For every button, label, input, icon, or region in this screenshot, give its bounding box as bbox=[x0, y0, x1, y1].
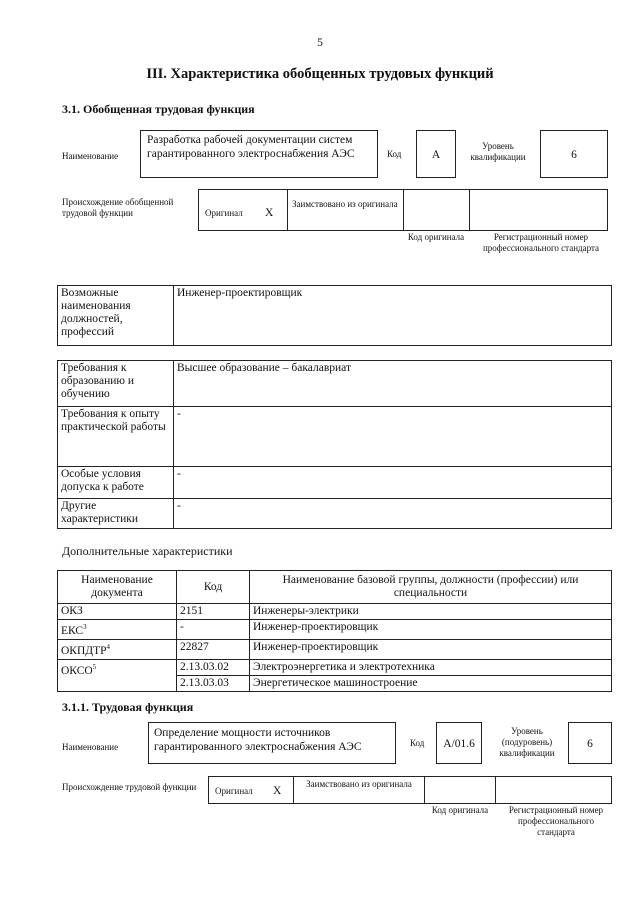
col-doc-header: Наименование документа bbox=[58, 571, 177, 604]
requirement-label: Другие характеристики bbox=[58, 499, 174, 529]
positions-label: Возможные наименования должностей, профессий bbox=[58, 286, 174, 346]
additional-table bbox=[57, 570, 612, 692]
divider bbox=[469, 190, 470, 230]
requirement-label: Особые условия допуска к работе bbox=[58, 467, 174, 499]
code-cell: 2151 bbox=[177, 604, 250, 620]
requirement-label: Требования к опыту практической работы bbox=[58, 407, 174, 467]
tf-level-value: 6 bbox=[568, 722, 612, 764]
requirements-table bbox=[57, 360, 612, 529]
gtf-name-value: Разработка рабочей документации систем гарантированного электроснабжения АЭС bbox=[140, 130, 378, 178]
name-cell: Инженер-проектировщик bbox=[250, 639, 612, 659]
gtf-level-label: Уровень квалификации bbox=[470, 141, 526, 162]
requirement-value: - bbox=[174, 499, 612, 529]
section-title: III. Характеристика обобщенных трудовых функций bbox=[146, 66, 494, 82]
doc-cell: ОКЗ bbox=[58, 604, 177, 620]
tf-origin-code-caption: Код оригинала bbox=[431, 805, 489, 815]
gtf-name-label: Наименование bbox=[62, 151, 119, 161]
doc-cell: ЕКС$^3$ bbox=[58, 620, 177, 640]
tf-name-label: Наименование bbox=[62, 742, 119, 752]
tf-name-value: Определение мощности источников гарантированного электроснабжения АЭС bbox=[148, 722, 396, 764]
divider bbox=[287, 190, 288, 230]
divider bbox=[293, 777, 294, 803]
name-cell: Электроэнергетика и электротехника bbox=[250, 659, 612, 675]
gtf-origin-row bbox=[198, 189, 608, 231]
gtf-code-value: А bbox=[416, 130, 456, 178]
code-cell: 2.13.03.02 bbox=[177, 659, 250, 675]
requirement-value: - bbox=[174, 467, 612, 499]
name-cell: Инженеры-электрики bbox=[250, 604, 612, 620]
gtf-origin-code-caption: Код оригинала bbox=[407, 232, 465, 242]
name-cell: Инженер-проектировщик bbox=[250, 620, 612, 640]
tf-code-label: Код bbox=[410, 738, 425, 748]
requirement-value: - bbox=[174, 407, 612, 467]
gtf-level-value: 6 bbox=[540, 130, 608, 178]
gtf-original-mark: X bbox=[265, 207, 274, 219]
tf-original-mark: X bbox=[273, 785, 282, 797]
doc-cell: ОКСО$^5$ bbox=[58, 659, 177, 691]
tf-reg-number-caption: Регистрационный номер профессионального стандарта bbox=[508, 805, 604, 837]
divider bbox=[424, 777, 425, 803]
tf-origin-label: Происхождение трудовой функции bbox=[62, 782, 197, 792]
requirement-label: Требования к образованию и обучению bbox=[58, 361, 174, 407]
gtf-origin-label: Происхождение обобщенной трудовой функции bbox=[62, 197, 174, 218]
page-number: 5 bbox=[317, 37, 323, 49]
divider bbox=[495, 777, 496, 803]
doc-cell: ОКПДТР$^4$ bbox=[58, 639, 177, 659]
tf-code-value: A/01.6 bbox=[436, 722, 482, 764]
gtf-reg-number-caption: Регистрационный номер профессионального стандарта bbox=[482, 232, 600, 253]
table-row bbox=[58, 659, 612, 675]
gtf-original-label: Оригинал bbox=[205, 208, 243, 218]
divider bbox=[403, 190, 404, 230]
requirement-value: Высшее образование – бакалавриат bbox=[174, 361, 612, 407]
col-code-header: Код bbox=[177, 571, 250, 604]
tf-heading: 3.1.1. Трудовая функция bbox=[62, 700, 194, 714]
gtf-code-label: Код bbox=[387, 149, 402, 159]
tf-level-label: Уровень (подуровень) квалификации bbox=[499, 726, 555, 758]
gtf-heading: 3.1. Обобщенная трудовая функция bbox=[62, 102, 255, 116]
code-cell: - bbox=[177, 620, 250, 640]
table-row bbox=[58, 604, 612, 620]
code-cell: 2.13.03.03 bbox=[177, 675, 250, 691]
positions-table bbox=[57, 285, 612, 346]
table-row bbox=[58, 639, 612, 659]
tf-original-label: Оригинал bbox=[215, 786, 253, 796]
tf-origin-row bbox=[208, 776, 612, 804]
positions-value: Инженер-проектировщик bbox=[174, 286, 612, 346]
col-name-header: Наименование базовой группы, должности (профессии) или специальности bbox=[250, 571, 612, 604]
gtf-borrowed-label: Заимствовано из оригинала bbox=[292, 199, 398, 209]
additional-heading: Дополнительные характеристики bbox=[62, 544, 233, 558]
code-cell: 22827 bbox=[177, 639, 250, 659]
table-row bbox=[58, 620, 612, 640]
name-cell: Энергетическое машиностроение bbox=[250, 675, 612, 691]
tf-borrowed-label: Заимствовано из оригинала bbox=[306, 779, 412, 789]
